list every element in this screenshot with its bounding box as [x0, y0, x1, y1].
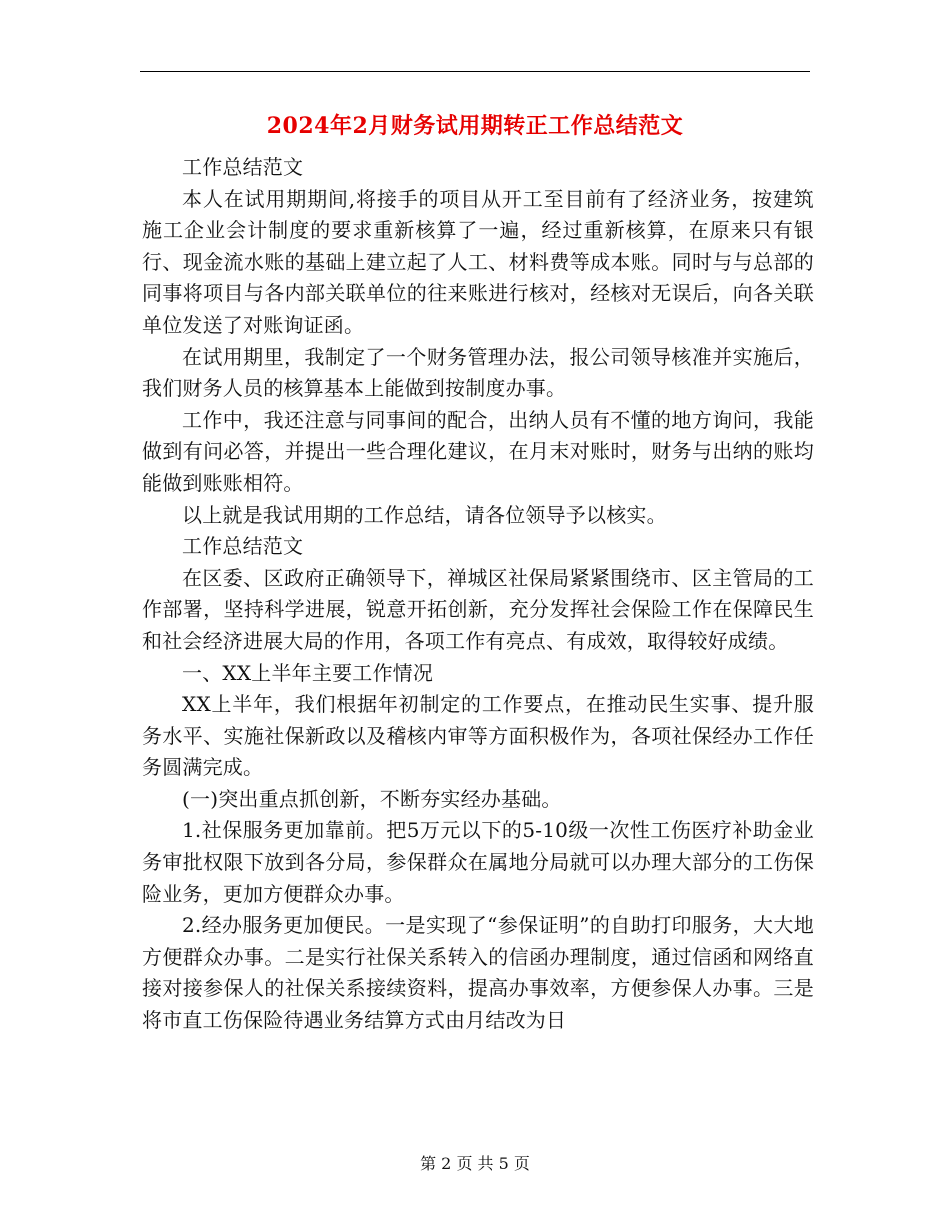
subsection-heading: (一)突出重点抓创新，不断夯实经办基础。 [182, 786, 562, 811]
paragraph: 工作总结范文 [182, 155, 304, 179]
paragraph: 在区委、区政府正确领导下，禅城区社保局紧紧围绕市、区主管局的工作部署，坚持科学进展，锐意开拓创新，充分发挥社会保险工作在保障民生和社会经济进展大局的作用，各项工作有亮点、有成效，取得较好成绩。 [142, 565, 814, 653]
section-heading: 一、XX上半年主要工作情况 [182, 660, 434, 685]
paragraph: 工作总结范文 [182, 534, 304, 559]
paragraph: 工作中，我还注意与同事间的配合，出纳人员有不懂的地方询问，我能做到有问必答，并提出一些合理化建议，在月末对账时，财务与出纳的账均能做到账账相符。 [142, 407, 814, 495]
document-title: 2024年2月财务试用期转正工作总结范文 [266, 113, 684, 139]
paragraph: XX上半年，我们根据年初制定的工作要点，在推动民生实事、提升服务水平、实施社保新政以及稽核内审等方面积极作为，各项社保经办工作任务圆满完成。 [142, 692, 814, 780]
paragraph: 在试用期里，我制定了一个财务管理办法，报公司领导核准并实施后，我们财务人员的核算基本上能做到按制度办事。 [142, 344, 814, 401]
document-body [142, 152, 814, 1037]
header-rule [140, 71, 810, 72]
paragraph: 1.社保服务更加靠前。把5万元以下的5-10级一次性工伤医疗补助金业务审批权限下放到各分局，参保群众在属地分局就可以办理大部分的工伤保险业务，更加方便群众办事。 [142, 818, 814, 906]
paragraph: 以上就是我试用期的工作总结，请各位领导予以核实。 [182, 502, 667, 527]
paragraph: 本人在试用期期间,将接手的项目从开工至目前有了经济业务，按建筑施工企业会计制度的要求重新核算了一遍，经过重新核算，在原来只有银行、现金流水账的基础上建立起了人工、材料费等成本账。同时与与总部的同事将项目与各内部关联单位的往来账进行核对，经核对无误后，向各关联单位发送了对账询证函。 [142, 186, 814, 337]
paragraph: 2.经办服务更加便民。一是实现了“参保证明”的自助打印服务，大大地方便群众办事。二是实行社保关系转入的信函办理制度，通过信函和网络直接对接参保人的社保关系接续资料，提高办事效率，方便参保人办事。三是将市直工伤保险待遇业务结算方式由月结改为日 [142, 913, 814, 1033]
page-number: 第 2 页 共 5 页 [420, 1154, 530, 1173]
